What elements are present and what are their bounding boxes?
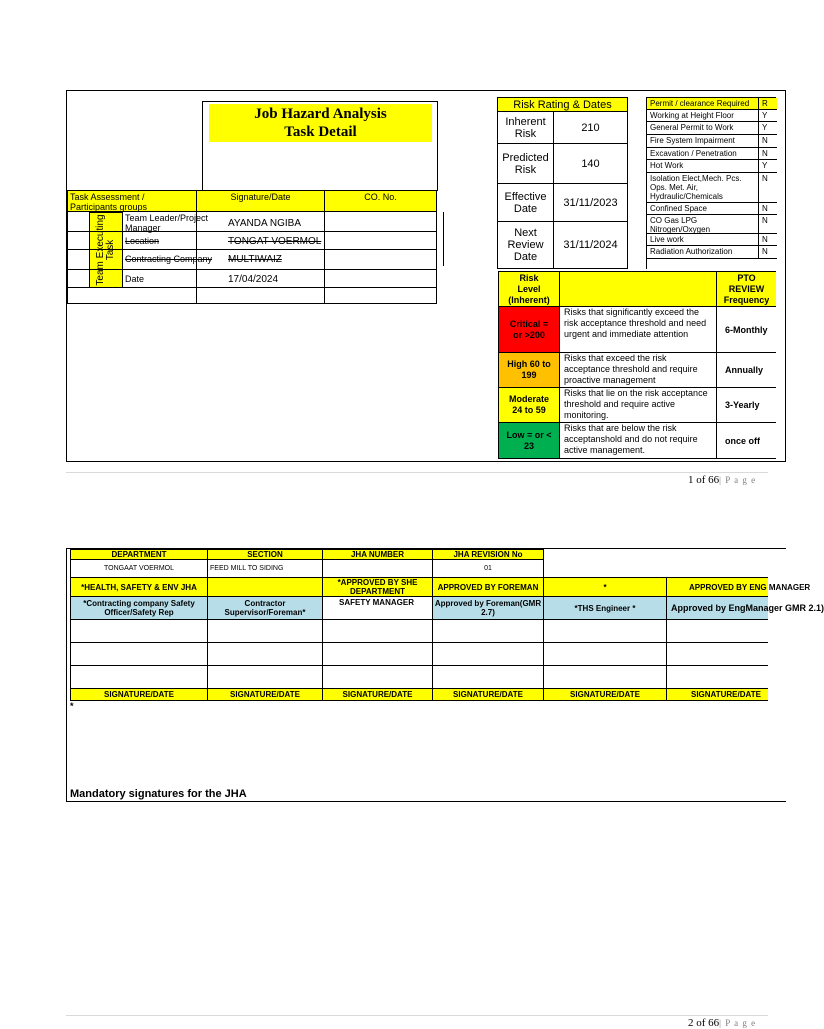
predicted-risk-label: Predicted Risk (498, 144, 554, 184)
next-review-label: Next Review Date (498, 222, 554, 268)
risk-level-cell: High 60 to 199 (498, 352, 560, 388)
review-freq-cell: once off (716, 422, 776, 459)
approved-by-foreman-gmr: Approved by Foreman(GMR 2.7) (432, 596, 544, 620)
safety-manager-header: SAFETY MANAGER (322, 596, 433, 620)
assessment-extra-col (436, 212, 444, 266)
contracting-safety-header: *Contracting company Safety Officer/Safety Rep (70, 596, 208, 620)
asterisk-note: * (70, 701, 74, 711)
row3-asterisk: * (543, 577, 667, 597)
page1-word: | P a g e (719, 475, 757, 485)
row-value-date: 17/04/2024 (228, 274, 279, 285)
ths-engineer-header: *THS Engineer * (543, 596, 667, 620)
permit-label: Radiation Authorization (647, 246, 759, 259)
effective-date-label: Effective Date (498, 184, 554, 222)
row-value-leader: AYANDA NGIBA (228, 218, 301, 229)
permit-label: Confined Space (647, 203, 759, 215)
permit-label: Hot Work (647, 160, 759, 173)
row-value-company: MULTIWAIZ (228, 254, 282, 265)
review-freq-cell: Annually (716, 352, 776, 388)
risk-level-cell: Critical = or >200 (498, 306, 560, 353)
page2-footer (688, 1017, 756, 1029)
permit-value: N (759, 203, 777, 215)
risk-desc-header (559, 271, 717, 307)
page-title (209, 104, 432, 142)
signature-date-label: SIGNATURE/DATE (70, 688, 208, 701)
assessment-row-4 (67, 270, 437, 288)
row-line (67, 288, 437, 304)
signature-cell[interactable] (322, 619, 433, 643)
predicted-risk-value: 140 (554, 144, 627, 184)
signature-cell[interactable] (432, 642, 544, 666)
signature-cell[interactable] (666, 619, 768, 643)
page1-number: 1 of 66 (688, 474, 720, 486)
assessment-row-1 (67, 212, 437, 232)
effective-date-value: 31/11/2023 (554, 184, 627, 222)
risk-dates-table (497, 97, 628, 269)
signature-cell[interactable] (432, 665, 544, 689)
assessment-row-2 (67, 232, 437, 250)
row-label-date: Date (125, 274, 145, 284)
page1-footer-line (66, 472, 768, 473)
signature-cell[interactable] (543, 619, 667, 643)
signature-cell[interactable] (70, 665, 208, 689)
risk-level-header: Risk Level (Inherent) (498, 271, 560, 307)
mandatory-signatures-note: Mandatory signatures for the JHA (70, 788, 247, 800)
permit-value: N (759, 215, 777, 234)
permit-value: N (759, 173, 777, 203)
review-freq-cell: 6-Monthly (716, 306, 776, 353)
risk-desc-cell: Risks that are below the risk acceptanshold and do not require active management. (559, 422, 717, 459)
permit-value: Y (759, 160, 777, 173)
signature-cell[interactable] (432, 619, 544, 643)
assessment-header-co: CO. No. (324, 190, 437, 212)
signature-date-label: SIGNATURE/DATE (666, 688, 768, 701)
approved-eng-header: APPROVED BY ENG MANAGER (666, 577, 768, 597)
assessment-table (67, 190, 437, 306)
signature-date-label: SIGNATURE/DATE (543, 688, 667, 701)
col-line (436, 212, 437, 304)
signature-cell[interactable] (666, 642, 768, 666)
permit-label: Fire System Impairment (647, 135, 759, 148)
signature-date-label: SIGNATURE/DATE (207, 688, 323, 701)
permit-value: N (759, 148, 777, 160)
jha-number-header: JHA NUMBER (322, 549, 433, 560)
page2-footer-line (66, 1015, 768, 1016)
permit-value: Y (759, 110, 777, 122)
permit-value: N (759, 246, 777, 259)
assessment-row-5 (67, 288, 437, 306)
signature-cell[interactable] (207, 665, 323, 689)
permit-table (646, 97, 776, 269)
row-label-company: Contracting Company (125, 254, 213, 264)
permit-value: Y (759, 122, 777, 135)
risk-dates-header: Risk Rating & Dates (498, 98, 627, 112)
row3-blank (207, 577, 323, 597)
approved-engmanager-gmr: Approved by EngManager GMR 2.1) (666, 596, 768, 620)
permit-label: Isolation Elect,Mech. Pcs. Ops. Met. Air, Hydraulic/Chemicals (647, 173, 759, 203)
signature-cell[interactable] (322, 642, 433, 666)
review-freq-cell: 3-Yearly (716, 387, 776, 423)
hse-jha-header: *HEALTH, SAFETY & ENV JHA (70, 577, 208, 597)
signature-date-label: SIGNATURE/DATE (322, 688, 433, 701)
permit-label: Live work (647, 234, 759, 246)
dept-header: DEPARTMENT (70, 549, 208, 560)
signature-cell[interactable] (207, 642, 323, 666)
row-label-leader: Team Leader/Project Manager (125, 213, 209, 233)
risk-levels-table (498, 271, 788, 462)
page2-number: 2 of 66 (688, 1017, 720, 1029)
assessment-header-task: Task Assessment / Participants groups (67, 190, 197, 212)
col-line (67, 212, 68, 304)
signature-cell[interactable] (70, 642, 208, 666)
row-value-location: TONGAT VOERMOL (228, 236, 322, 247)
risk-desc-cell: Risks that significantly exceed the risk acceptance threshold and need urgent and immediate attention (559, 306, 717, 353)
signature-cell[interactable] (70, 619, 208, 643)
jha-revision-header: JHA REVISION No (432, 549, 544, 560)
signature-table (70, 549, 824, 701)
row-label-location: Location (125, 236, 160, 246)
permit-value: N (759, 135, 777, 148)
page2-word: | P a g e (719, 1018, 757, 1028)
approved-foreman-header: APPROVED BY FOREMAN (432, 577, 544, 597)
inherent-risk-value: 210 (554, 112, 627, 144)
jha-number-value (322, 559, 433, 578)
permit-label: Working at Height Floor (647, 110, 759, 122)
jha-revision-value: 01 (432, 559, 544, 578)
assessment-row-3 (67, 250, 437, 270)
risk-desc-cell: Risks that exceed the risk acceptance threshold and require proactive management (559, 352, 717, 388)
section-value: FEED MILL TO SIDING (207, 559, 323, 578)
page1-footer (688, 474, 756, 486)
signature-cell[interactable] (207, 619, 323, 643)
permit-header-cut: R (759, 98, 777, 110)
section-header: SECTION (207, 549, 323, 560)
dept-value: TONGAAT VOERMOL (70, 559, 208, 578)
col-line (324, 212, 325, 304)
signature-cell[interactable] (666, 665, 768, 689)
col-line (196, 212, 197, 304)
signature-cell[interactable] (543, 665, 667, 689)
title-line1: Job Hazard Analysis (254, 106, 387, 122)
assessment-header-sig: Signature/Date (196, 190, 325, 212)
title-line2: Task Detail (284, 124, 357, 140)
contractor-supervisor-header: Contractor Supervisor/Foreman* (207, 596, 323, 620)
risk-level-cell: Low = or < 23 (498, 422, 560, 459)
next-review-value: 31/11/2024 (563, 239, 618, 251)
risk-desc-cell: Risks that lie on the risk acceptance threshold and require active monitoring. (559, 387, 717, 423)
team-vertical-text: Team Executing Task (95, 214, 116, 286)
approved-she-header: *APPROVED BY SHE DEPARTMENT (322, 577, 433, 597)
review-freq-header: PTO REVIEW Frequency (716, 271, 776, 307)
risk-level-cell: Moderate 24 to 59 (498, 387, 560, 423)
permit-value: N (759, 234, 777, 246)
signature-cell[interactable] (322, 665, 433, 689)
permit-label: Excavation / Penetration (647, 148, 759, 160)
permit-header: Permit / clearance Required (647, 98, 759, 110)
inherent-risk-label: Inherent Risk (498, 112, 554, 144)
permit-label: General Permit to Work (647, 122, 759, 135)
signature-date-label: SIGNATURE/DATE (432, 688, 544, 701)
permit-label: CO Gas LPG Nitrogen/Oxygen (647, 215, 759, 234)
signature-cell[interactable] (543, 642, 667, 666)
